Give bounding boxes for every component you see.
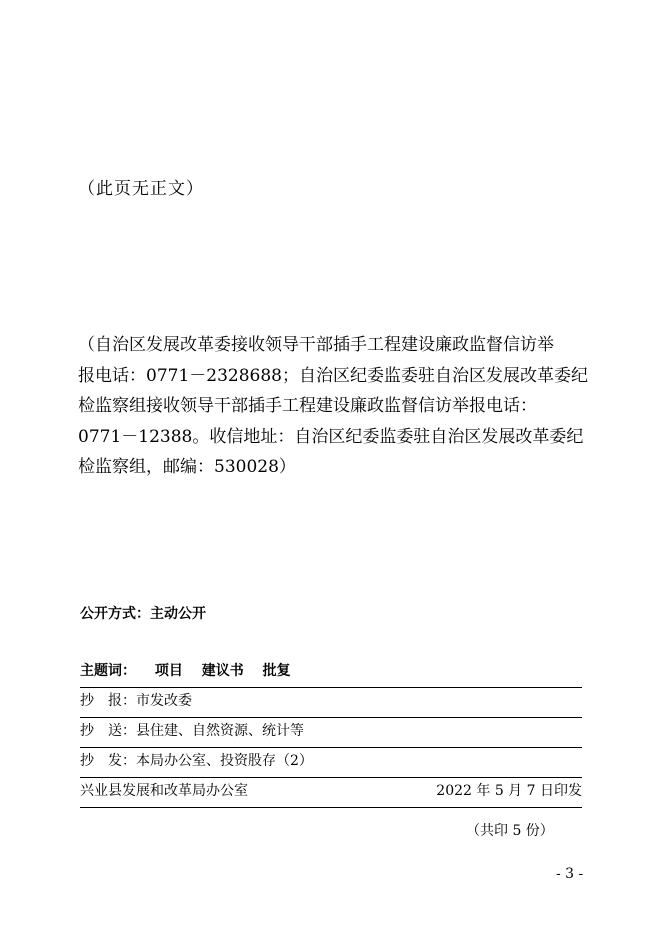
issuer: 兴业县发展和改革局办公室 (80, 783, 248, 799)
row-value: ：本局办公室、投资股存（2） (122, 753, 313, 769)
row-value: ：县住建、自然资源、统计等 (122, 723, 304, 739)
topic-label: 主题词： (80, 663, 136, 679)
hotline-line: （自治区发展改革委接收领导干部插手工程建设廉政监督信访举 (78, 335, 554, 355)
no-body-note: （此页无正文） (78, 179, 204, 199)
hotline-line: 报电话：0771－2328688；自治区纪委监委驻自治区发展改革委纪 (78, 365, 588, 386)
topic-word: 批复 (262, 663, 291, 679)
issuer-row (80, 778, 582, 808)
topic-words-row (80, 658, 582, 688)
hotline-line: 检监察组接收领导干部插手工程建设廉政监督信访举报电话： (78, 396, 537, 416)
cc-distribute-row (80, 748, 582, 778)
row-label: 抄 送 (80, 723, 122, 739)
copies-count: （共印 5 份） (466, 823, 554, 839)
topic-word: 项目 (154, 663, 183, 679)
row-label: 抄 报 (80, 693, 122, 709)
cc-send-row (80, 718, 582, 748)
hotline-paragraph (78, 330, 588, 483)
topic-word: 建议书 (201, 663, 244, 679)
page-number: - 3 - (556, 866, 584, 882)
cc-report-row (80, 688, 582, 718)
disclosure-method: 公开方式：主动公开 (80, 606, 206, 622)
hotline-line: 0771－12388。收信地址：自治区纪委监委驻自治区发展改革委纪 (78, 426, 584, 447)
row-value: ：市发改委 (122, 693, 192, 709)
issue-date: 2022 年 5 月 7 日印发 (436, 783, 582, 799)
row-label: 抄 发 (80, 753, 122, 769)
hotline-line: 检监察组，邮编：530028） (78, 457, 296, 477)
